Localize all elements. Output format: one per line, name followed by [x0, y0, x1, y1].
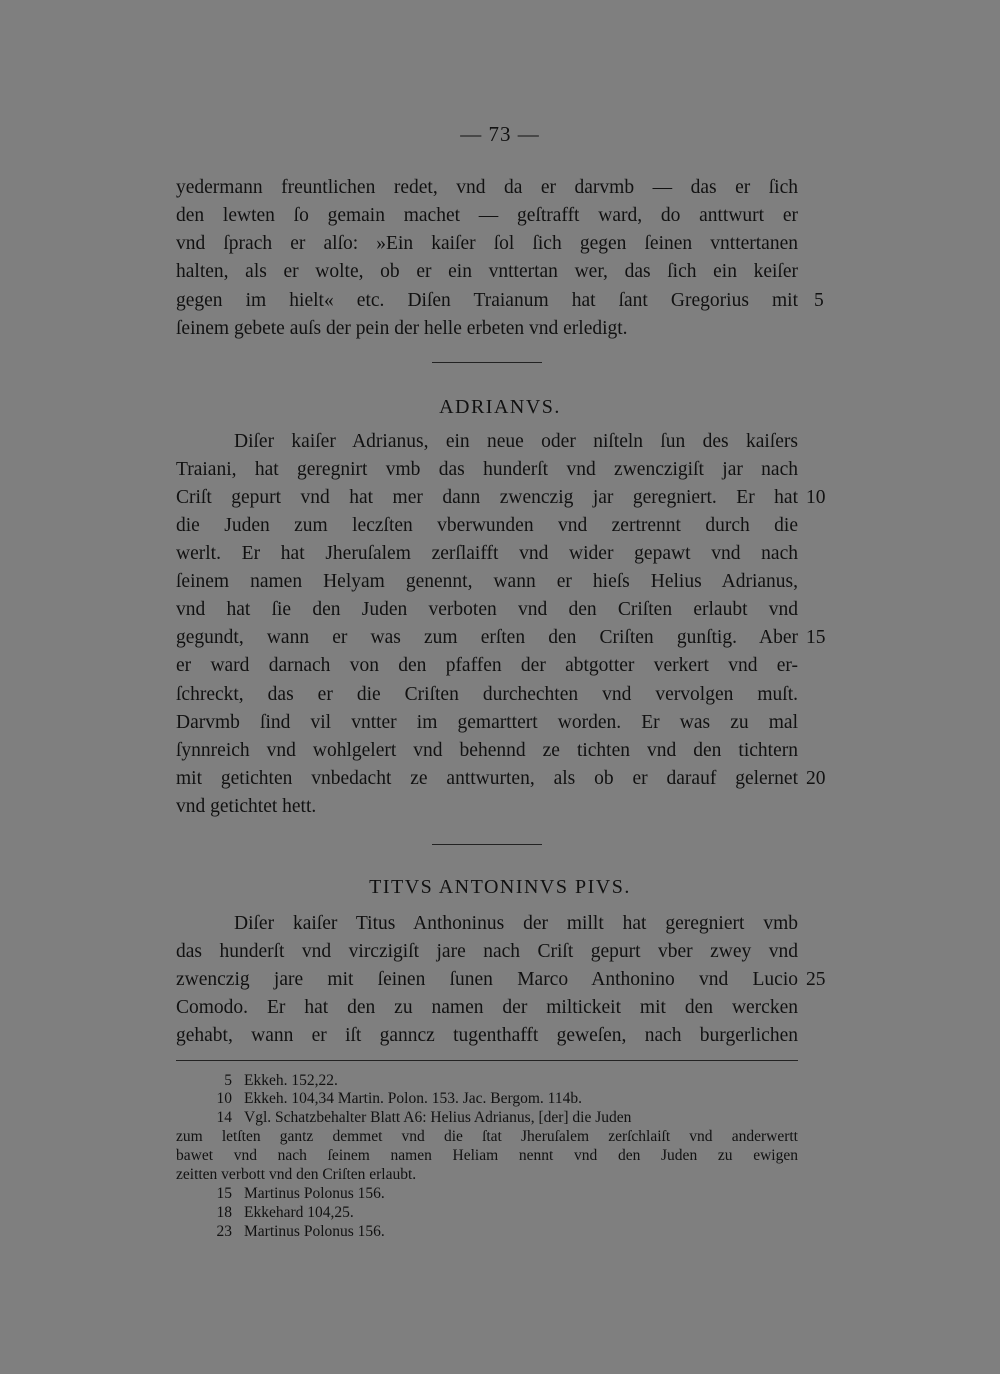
text-line: Criſt gepurt vnd hat mer dann zwenczig jar geregniert. Er hat: [176, 487, 798, 508]
text-line: zwenczig jare mit ſeinen ſunen Marco Anthonino vnd Lucio: [176, 969, 798, 990]
footnote-number: 14: [216, 1109, 232, 1126]
text-line: mit getichten vnbedacht ze anttwurten, als ob er darauf gelernet: [176, 768, 798, 789]
text-line: vnd getichtet hett.: [176, 796, 317, 817]
footnote-text-line: bawet vnd nach ſeinem namen Heliam nennt vnd den Juden zu ewigen: [176, 1147, 798, 1164]
line-number: 5: [814, 290, 824, 311]
text-line: er ward darnach von den pfaffen der abtgotter verkert vnd er-: [176, 655, 798, 676]
text-line: gehabt, wann er iſt ganncz tugenthafft geweſen, nach burgerlichen: [176, 1025, 798, 1046]
page-number: — 73 —: [460, 122, 540, 146]
text-line: Darvmb ſind vil vntter im gemarttert worden. Er was zu mal: [176, 712, 798, 733]
footnote-text-line: zeitten verbott vnd den Criſten erlaubt.: [176, 1166, 417, 1183]
footnote: [206, 1185, 385, 1203]
footnote-number: 10: [216, 1090, 232, 1107]
text-line: Comodo. Er hat den zu namen der miltickeit mit den wercken: [176, 997, 798, 1018]
footnote-number: 18: [216, 1204, 232, 1221]
text-line: gegen im hielt« etc. Diſen Traianum hat ſant Gregorius mit: [176, 290, 798, 311]
line-number: 15: [806, 627, 826, 648]
footnote-text: Vgl. Schatzbehalter Blatt A6: Helius Adrianus, [der] die Juden: [244, 1109, 632, 1126]
text-line: Diſer kaiſer Adrianus, ein neue oder niſteln ſun des kaiſers: [234, 431, 798, 452]
section-heading-adrianus: ADRIANVS.: [439, 396, 561, 418]
footnote-text-line: zum letſten gantz demmet vnd die ſtat Jheruſalem zerſchlaiſt vnd anderwertt: [176, 1128, 798, 1145]
footnote: [206, 1072, 338, 1090]
footnote-text: Martinus Polonus 156.: [244, 1185, 385, 1202]
footnote-text: Ekkeh. 104,34 Martin. Polon. 153. Jac. Bergom. 114b.: [244, 1090, 582, 1107]
section-divider: [432, 844, 542, 845]
footnote-number: 23: [216, 1223, 232, 1240]
text-line: Diſer kaiſer Titus Anthoninus der millt hat geregniert vmb: [234, 913, 798, 934]
footnote: [206, 1109, 631, 1127]
text-line: den lewten ſo gemain machet — geſtrafft ward, do anttwurt er: [176, 205, 798, 226]
text-line: ſynnreich vnd wohlgelert vnd behennd ze tichten vnd den tichtern: [176, 740, 798, 761]
text-line: das hunderſt vnd virczigiſt jare nach Criſt gepurt vber zwey vnd: [176, 941, 798, 962]
footnote-number: 15: [216, 1185, 232, 1202]
line-number: 20: [806, 768, 826, 789]
footnote-text: Martinus Polonus 156.: [244, 1223, 385, 1240]
text-line: ſeinem namen Helyam genennt, wann er hieſs Helius Adrianus,: [176, 571, 798, 592]
footnote: [206, 1204, 354, 1222]
text-line: halten, als er wolte, ob er ein vnttertan wer, das ſich ein keiſer: [176, 261, 798, 282]
text-line: Traiani, hat geregnirt vmb das hunderſt vnd zwenczigiſt jar nach: [176, 459, 798, 480]
footnote: [206, 1090, 582, 1108]
footnote-divider: [176, 1060, 798, 1061]
line-number: 10: [806, 487, 826, 508]
text-line: ſeinem gebete auſs der pein der helle erbeten vnd erledigt.: [176, 318, 628, 339]
section-divider: [432, 362, 542, 363]
text-line: ſchreckt, das er die Criſten durchechten vnd vervolgen muſt.: [176, 684, 798, 705]
text-line: die Juden zum leczſten vberwunden vnd zertrennt durch die: [176, 515, 798, 536]
text-line: yedermann freuntlichen redet, vnd da er darvmb — das er ſich: [176, 177, 798, 198]
text-line: vnd hat ſie den Juden verboten vnd den Criſten erlaubt vnd: [176, 599, 798, 620]
section-heading-titus: TITVS ANTONINVS PIVS.: [369, 876, 631, 898]
text-line: vnd ſprach er alſo: »Ein kaiſer ſol ſich gegen ſeinen vnttertanen: [176, 233, 798, 254]
footnote-text: Ekkehard 104,25.: [244, 1204, 354, 1221]
line-number: 25: [806, 969, 826, 990]
text-line: werlt. Er hat Jheruſalem zerſlaifft vnd wider gepawt vnd nach: [176, 543, 798, 564]
footnote-text: Ekkeh. 152,22.: [244, 1072, 338, 1089]
footnote: [206, 1223, 385, 1241]
footnote-number: 5: [224, 1072, 232, 1089]
text-line: gegundt, wann er was zum erſten den Criſten gunſtig. Aber: [176, 627, 798, 648]
